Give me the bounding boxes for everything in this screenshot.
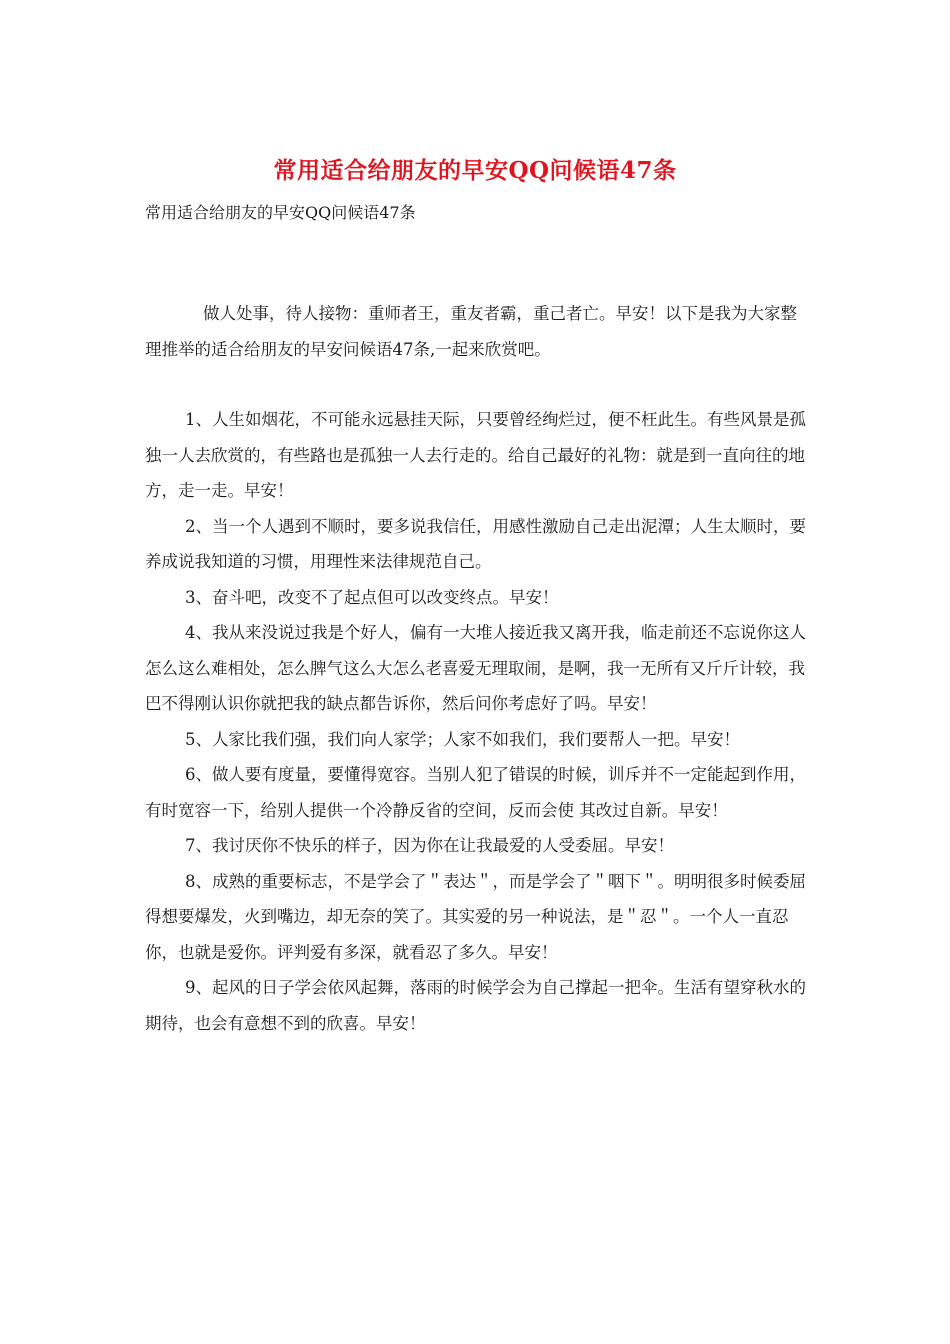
document-subtitle: 常用适合给朋友的早安QQ问候语47条 xyxy=(145,203,416,222)
greeting-item-3: 3、奋斗吧，改变不了起点但可以改变终点。早安！ xyxy=(185,587,559,607)
document-title: 常用适合给朋友的早安QQ问候语47条 xyxy=(273,157,677,184)
greeting-item-2: 2、当一个人遇到不顺时，要多说我信任，用感性激励自己走出泥潭；人生太顺时，要养成说我知道的习惯，用理性来法律规范自己。 xyxy=(145,516,806,571)
greeting-item-9: 9、起风的日子学会依风起舞，落雨的时候学会为自己撑起一把伞。生活有望穿秋水的期待，也会有意想不到的欣喜。早安！ xyxy=(145,978,806,1033)
greeting-item-8: 8、成熟的重要标志，不是学会了＂表达＂，而是学会了＂咽下＂。明明很多时候委屈得想要爆发，火到嘴边，却无奈的笑了。其实爱的另一种说法，是＂忍＂。一个人一直忍你，也就是爱你。评判爱有多深，就看忍了多久。早安！ xyxy=(145,871,806,962)
greeting-item-4: 4、我从来没说过我是个好人，偏有一大堆人接近我又离开我，临走前还不忘说你这人怎么这么难相处，怎么脾气这么大怎么老喜爱无理取闹，是啊，我一无所有又斤斤计较，我巴不得刚认识你就把我的缺点都告诉你，然后问你考虑好了吗。早安！ xyxy=(145,623,806,713)
greeting-item-1: 1、人生如烟花，不可能永远悬挂天际，只要曾经绚烂过，便不枉此生。有些风景是孤独一人去欣赏的，有些路也是孤独一人去行走的。给自己最好的礼物：就是到一直向往的地方，走一走。早安！ xyxy=(145,410,806,500)
document-body xyxy=(145,296,813,1041)
intro-paragraph: 做人处事，待人接物：重师者王，重友者霸，重己者亡。早安！以下是我为大家整理推举的适合给朋友的早安问候语47条,一起来欣赏吧。 xyxy=(145,304,797,359)
greeting-item-7: 7、我讨厌你不快乐的样子，因为你在让我最爱的人受委屈。早安！ xyxy=(185,836,674,855)
greeting-item-6: 6、做人要有度量，要懂得宽容。当别人犯了错误的时候，训斥并不一定能起到作用，有时宽容一下，给别人提供一个冷静反省的空间，反而会使 其改过自新。早安！ xyxy=(145,765,806,820)
greeting-item-5: 5、人家比我们强，我们向人家学；人家不如我们，我们要帮人一把。早安！ xyxy=(185,729,740,749)
